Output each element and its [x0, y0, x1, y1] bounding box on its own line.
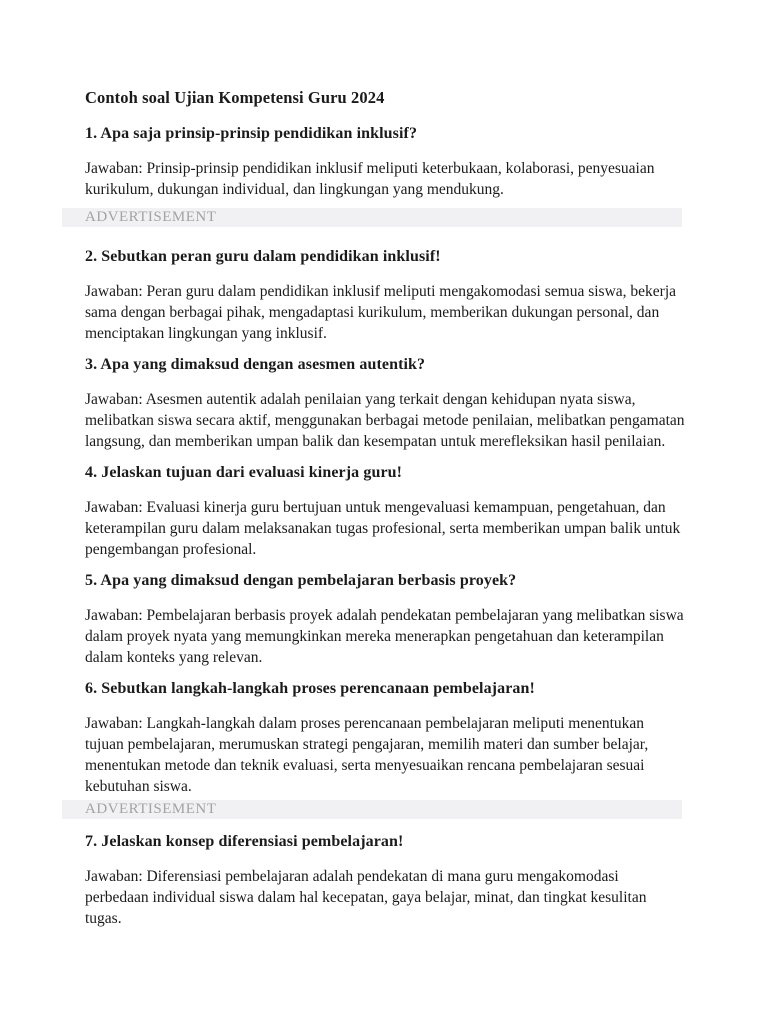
advertisement-label: ADVERTISEMENT	[85, 209, 217, 225]
qa-section-3	[85, 356, 685, 452]
qa-section-4	[85, 464, 685, 560]
advertisement-label: ADVERTISEMENT	[85, 801, 217, 817]
question-3: 3. Apa yang dimaksud dengan asesmen autentik?	[85, 356, 426, 373]
answer-2: Jawaban: Peran guru dalam pendidikan inklusif meliputi mengakomodasi semua siswa, bekerja sama dengan berbagai pihak, mengadaptasi kurikulum, memberikan dukungan personal, dan menciptakan lingkungan yang inklusif.	[85, 283, 677, 342]
qa-section-5	[85, 572, 685, 668]
question-6: 6. Sebutkan langkah-langkah proses perencanaan pembelajaran!	[85, 680, 535, 697]
question-4: 4. Jelaskan tujuan dari evaluasi kinerja guru!	[85, 464, 403, 481]
answer-7: Jawaban: Diferensiasi pembelajaran adalah pendekatan di mana guru mengakomodasi perbedaan individual siswa dalam hal kecepatan, gaya belajar, minat, dan tingkat kesulitan tugas.	[85, 868, 647, 927]
answer-4: Jawaban: Evaluasi kinerja guru bertujuan untuk mengevaluasi kemampuan, pengetahuan, dan keterampilan guru dalam melaksanakan tugas profesional, serta memberikan umpan balik untuk pengembangan profesional.	[85, 499, 681, 558]
qa-section-1	[85, 125, 685, 200]
answer-3: Jawaban: Asesmen autentik adalah penilaian yang terkait dengan kehidupan nyata siswa, melibatkan siswa secara aktif, menggunakan berbagai metode penilaian, melibatkan pengamatan langsung, dan memberikan umpan balik dan kesempatan untuk merefleksikan hasil penilaian.	[85, 391, 685, 450]
question-2: 2. Sebutkan peran guru dalam pendidikan inklusif!	[85, 248, 441, 265]
advertisement-banner-1	[62, 208, 682, 227]
answer-1: Jawaban: Prinsip-prinsip pendidikan inklusif meliputi keterbukaan, kolaborasi, penyesuaian kurikulum, dukungan individual, dan lingkungan yang mendukung.	[85, 160, 655, 198]
qa-section-6	[85, 680, 685, 797]
answer-6: Jawaban: Langkah-langkah dalam proses perencanaan pembelajaran meliputi menentukan tujuan pembelajaran, merumuskan strategi pengajaran, memilih materi dan sumber belajar, menentukan metode dan teknik evaluasi, serta menyesuaikan rencana pembelajaran sesuai kebutuhan siswa.	[85, 715, 649, 795]
answer-5: Jawaban: Pembelajaran berbasis proyek adalah pendekatan pembelajaran yang melibatkan siswa dalam proyek nyata yang memungkinkan mereka menerapkan pengetahuan dan keterampilan dalam konteks yang relevan.	[85, 607, 684, 666]
question-7: 7. Jelaskan konsep diferensiasi pembelajaran!	[85, 833, 404, 850]
advertisement-banner-2	[62, 800, 682, 819]
page-title: Contoh soal Ujian Kompetensi Guru 2024	[85, 88, 385, 107]
question-5: 5. Apa yang dimaksud dengan pembelajaran berbasis proyek?	[85, 572, 517, 589]
question-1: 1. Apa saja prinsip-prinsip pendidikan inklusif?	[85, 125, 418, 142]
qa-section-2	[85, 248, 685, 344]
qa-section-7	[85, 833, 685, 929]
